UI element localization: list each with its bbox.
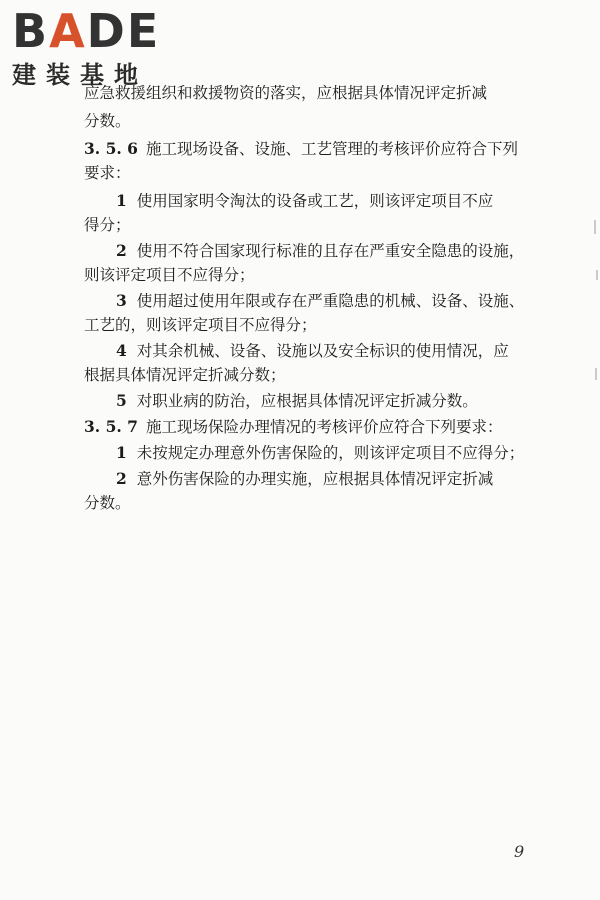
item-number: 4 xyxy=(116,341,127,360)
item-number: 1 xyxy=(116,191,127,210)
item-text: 对其余机械、设备、设施以及安全标识的使用情况，应 xyxy=(136,342,509,360)
logo-wordmark: BADE xyxy=(12,4,161,58)
item-2 xyxy=(116,240,524,262)
clause-3-5-7-heading xyxy=(84,416,502,438)
item-text: 使用不符合国家现行标准的且存在严重安全隐患的设施， xyxy=(136,242,525,260)
scan-mark xyxy=(595,368,597,380)
clause-text: 施工现场设备、设施、工艺管理的考核评价应符合下列 xyxy=(145,140,518,158)
item-3 xyxy=(116,290,524,312)
text-line: 得分； xyxy=(84,216,131,234)
text-line: 分数。 xyxy=(84,494,131,512)
item-5 xyxy=(116,390,478,412)
page-number: 9 xyxy=(514,842,525,861)
item-1 xyxy=(116,442,524,464)
clause-3-5-6-heading xyxy=(84,138,518,160)
item-text: 意外伤害保险的办理实施，应根据具体情况评定折减 xyxy=(136,470,494,488)
text-line: 根据具体情况评定折减分数； xyxy=(84,366,286,384)
text-line: 应急救援组织和救援物资的落实，应根据具体情况评定折减 xyxy=(84,84,488,102)
item-4 xyxy=(116,340,509,362)
item-number: 1 xyxy=(116,443,127,462)
item-text: 对职业病的防治，应根据具体情况评定折减分数。 xyxy=(136,392,478,410)
item-text: 使用国家明令淘汰的设备或工艺，则该评定项目不应 xyxy=(136,192,494,210)
item-number: 3 xyxy=(116,291,127,310)
item-text: 未按规定办理意外伤害保险的，则该评定项目不应得分； xyxy=(136,444,525,462)
text-line: 工艺的，则该评定项目不应得分； xyxy=(84,316,317,334)
item-number: 2 xyxy=(116,241,127,260)
item-2 xyxy=(116,468,493,490)
item-1 xyxy=(116,190,493,212)
clause-number: 3. 5. 6 xyxy=(84,139,138,158)
clause-number: 3. 5. 7 xyxy=(84,417,138,436)
text-line: 要求： xyxy=(84,164,131,182)
scan-mark xyxy=(596,270,598,280)
logo-subtitle: 建装基地 xyxy=(12,61,148,89)
item-number: 5 xyxy=(116,391,127,410)
item-text: 使用超过使用年限或存在严重隐患的机械、设备、设施、 xyxy=(136,292,525,310)
scan-mark xyxy=(594,220,596,234)
text-line: 分数。 xyxy=(84,112,131,130)
item-number: 2 xyxy=(116,469,127,488)
clause-text: 施工现场保险办理情况的考核评价应符合下列要求： xyxy=(145,418,503,436)
text-line: 则该评定项目不应得分； xyxy=(84,266,255,284)
